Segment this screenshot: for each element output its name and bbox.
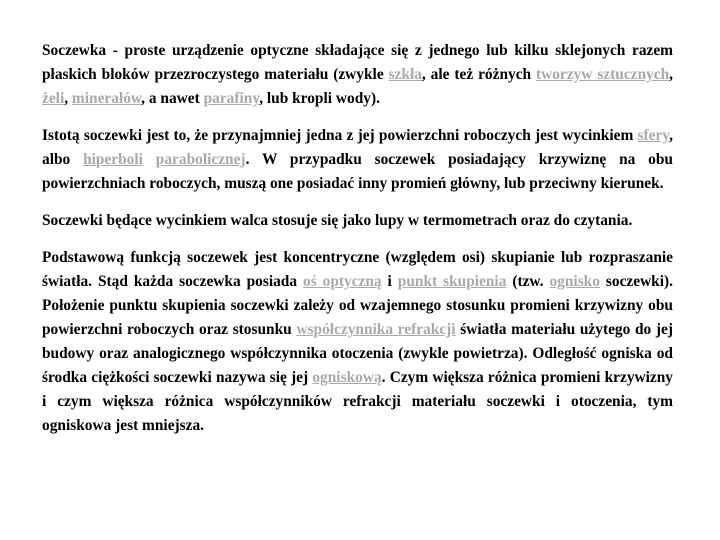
text-run: , lub kropli wody). [259, 90, 380, 107]
wiki-link[interactable]: szkła [388, 66, 422, 83]
wiki-link[interactable]: punkt skupienia [397, 273, 507, 290]
text-run: i [381, 273, 398, 290]
text-run: , a nawet [141, 90, 204, 107]
wiki-link[interactable]: parabolicznej [155, 151, 246, 168]
text-run: Soczewki będące wycinkiem walca stosuje się jako lupy w termometrach oraz do czytania. [42, 212, 633, 229]
paragraph-function [42, 246, 673, 438]
paragraph-essence [42, 124, 673, 196]
text-run: Istotą soczewki jest to, że przynajmniej jedna z jej powierzchni roboczych jest wycinkiem [42, 127, 638, 144]
wiki-link[interactable]: minerałów [71, 90, 142, 107]
wiki-link[interactable]: współczynnika refrakcji [296, 321, 456, 338]
wiki-link[interactable]: tworzyw sztucznych [536, 66, 670, 83]
text-run: . Czym większa różnica promieni krzywizny i czym większa różnica współczynników refrakcji materiału soczewki i otoczenia, tym ogniskowa jest mniejsza. [42, 369, 674, 434]
wiki-link[interactable]: ognisko [549, 273, 600, 290]
wiki-link[interactable]: żeli [42, 90, 65, 107]
wiki-link[interactable]: oś optyczną [303, 273, 382, 290]
paragraph-cylinder-lenses [42, 209, 673, 233]
text-run: , ale też różnych [421, 66, 536, 83]
text-run: , [64, 90, 72, 107]
paragraph-definition [42, 39, 673, 111]
text-run: , [669, 66, 673, 83]
text-run: , albo [42, 127, 673, 168]
wiki-link[interactable]: sfery [637, 127, 670, 144]
text-run [143, 151, 156, 168]
text-run: . W przypadku soczewek posiadający krzywiznę na obu powierzchniach roboczych, muszą one posiadać inny promień główny, lub przeciwny kierunek. [42, 151, 673, 192]
wiki-link[interactable]: parafiny [203, 90, 260, 107]
text-run: światła materiału użytego do jej budowy oraz analogicznego współczynnika otoczenia (zwykle powietrza). Odległość ogniska od środka ciężkości soczewki nazywa się jej [42, 321, 673, 386]
wiki-link[interactable]: ogniskową [312, 369, 382, 386]
text-run: Podstawową funkcją soczewek jest koncentryczne (względem osi) skupianie lub rozpraszanie światła. Stąd każda soczewka posiada [42, 249, 673, 290]
wiki-link[interactable]: hiperboli [83, 151, 143, 168]
text-run: soczewki). Położenie punktu skupienia soczewki zależy od wzajemnego stosunku promieni krzywizny obu powierzchni roboczych oraz stosunku [42, 273, 673, 338]
text-run: (tzw. [506, 273, 550, 290]
document-body [42, 39, 673, 451]
text-run: Soczewka - proste urządzenie optyczne składające się z jednego lub kilku sklejonych razem płaskich bloków przezroczystego materiału (zwykle [42, 42, 673, 83]
